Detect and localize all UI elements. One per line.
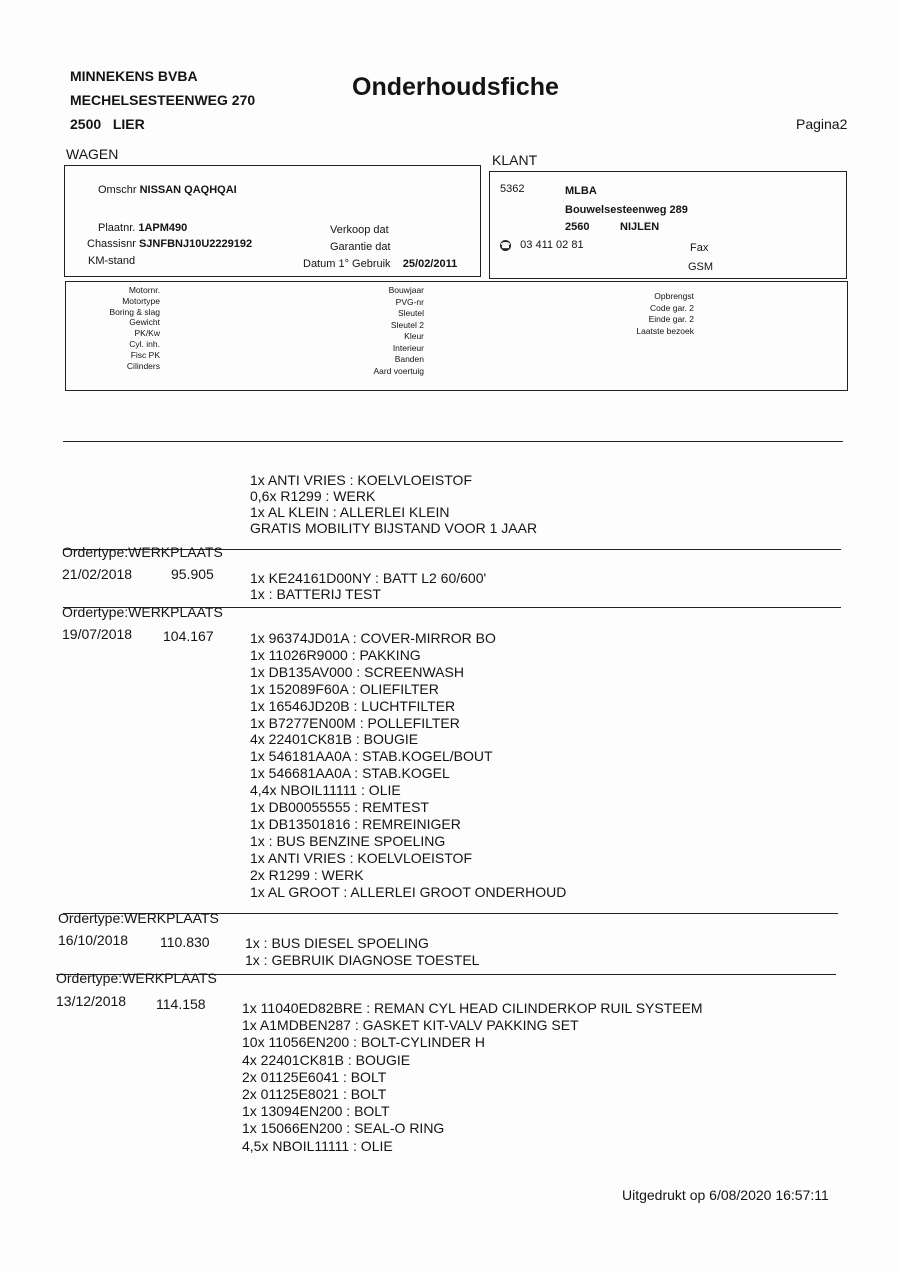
vehicle-descr-value: NISSAN QAQHQAI (139, 184, 237, 196)
spec-label: Banden (394, 354, 424, 364)
client-box (489, 171, 847, 279)
vehicle-km-label: KM-stand (88, 255, 136, 267)
order-line: 1x KE24161D00NY : BATT L2 60/600' (250, 570, 487, 586)
order-lines (245, 935, 479, 969)
company-postcode: 2500 (70, 116, 102, 132)
order-line: 1x 152089F60A : OLIEFILTER (250, 680, 439, 697)
vehicle-first-use-label: Datum 1° Gebruik (303, 258, 391, 270)
order-date: 16/10/2018 (58, 932, 129, 948)
order-line: 1x 96374JD01A : COVER-MIRROR BO (250, 630, 496, 646)
page-title: Onderhoudsfiche (352, 73, 559, 101)
order-line: 1x : GEBRUIK DIAGNOSE TOESTEL (245, 952, 480, 968)
order-date: 19/07/2018 (62, 626, 133, 642)
vehicle-descr-row (98, 184, 237, 196)
order-lines (250, 630, 566, 901)
order-type: Ordertype:WERKPLAATS (62, 544, 223, 560)
vehicle-descr-label: Omschr (98, 184, 137, 196)
client-phone: 03 411 02 81 (520, 239, 584, 251)
order-type: Ordertype:WERKPLAATS (56, 970, 217, 986)
company-name: MINNEKENS BVBA (70, 68, 198, 84)
order-line: 2x R1299 : WERK (250, 866, 364, 883)
carry-over-lines (250, 472, 537, 536)
order-type: Ordertype:WERKPLAATS (58, 910, 219, 926)
client-gsm-label: GSM (688, 261, 714, 273)
vehicle-chassis-row (87, 238, 252, 250)
order-line: 1x AL GROOT : ALLERLEI GROOT ONDERHOUD (250, 883, 567, 900)
order-line: 1x DB00055555 : REMTEST (250, 799, 429, 816)
order-line: 4,4x NBOIL11111 : OLIE (250, 782, 401, 799)
order-line: 1x 11040ED82BRE : REMAN CYL HEAD CILINDERKOP RUIL SYSTEEM (242, 1000, 703, 1016)
order-line: 1x 13094EN200 : BOLT (242, 1103, 390, 1120)
company-city: LIER (112, 116, 145, 132)
specs-col1 (0, 285, 160, 371)
separator-rule (63, 441, 843, 442)
spec-label: Sleutel 2 (390, 319, 424, 330)
order-line: 1x 15066EN200 : SEAL-O RING (242, 1120, 445, 1137)
vehicle-plate-value: 1APM490 (138, 222, 188, 234)
order-line: GRATIS MOBILITY BIJSTAND VOOR 1 JAAR (250, 520, 538, 536)
order-line: 1x : BATTERIJ TEST (250, 586, 381, 602)
spec-label: PK/Kw (134, 328, 160, 339)
spec-label: Code gar. 2 (650, 302, 694, 313)
order-line: 1x DB135AV000 : SCREENWASH (250, 663, 464, 680)
vehicle-first-use-row (303, 258, 457, 270)
spec-label: Sleutel (398, 308, 424, 318)
order-line: 1x 16546JD20B : LUCHTFILTER (250, 697, 456, 714)
page-number: Pagina2 (796, 116, 848, 132)
order-line: 2x 01125E6041 : BOLT (242, 1068, 387, 1085)
spec-label: Kleur (404, 331, 424, 341)
order-line: 1x DB13501816 : REMREINIGER (250, 815, 461, 832)
order-line: 1x ANTI VRIES : KOELVLOEISTOF (250, 849, 472, 866)
spec-label: Gewicht (129, 317, 160, 328)
order-line: 1x B7277EN00M : POLLEFILTER (250, 714, 460, 731)
spec-label: Cyl. inh. (129, 338, 160, 349)
printed-timestamp: Uitgedrukt op 6/08/2020 16:57:11 (622, 1187, 829, 1203)
specs-col3 (534, 291, 694, 337)
order-km: 110.830 (160, 934, 210, 950)
vehicle-section-label: WAGEN (66, 146, 119, 162)
order-line: 0,6x R1299 : WERK (250, 488, 376, 504)
vehicle-plate-row (98, 222, 187, 234)
spec-label: Boring & slag (109, 306, 160, 317)
order-line: 4,5x NBOIL11111 : OLIE (242, 1137, 393, 1154)
vehicle-first-use-value: 25/02/2011 (402, 258, 458, 270)
spec-label: Motortype (122, 295, 160, 306)
order-line: 1x AL KLEIN : ALLERLEI KLEIN (250, 504, 450, 520)
spec-label: Einde gar. 2 (648, 314, 694, 324)
order-line: 1x 546681AA0A : STAB.KOGEL (250, 765, 450, 782)
client-phone-row (500, 239, 584, 251)
vehicle-plate-label: Plaatnr. (98, 222, 136, 234)
spec-label: Motornr. (128, 285, 160, 295)
vehicle-chassis-value: SJNFBNJ10U2229192 (138, 238, 253, 250)
order-line: 10x 11056EN200 : BOLT-CYLINDER H (242, 1034, 486, 1051)
client-fax-label: Fax (690, 242, 709, 254)
order-line: 4x 22401CK81B : BOUGIE (250, 731, 419, 748)
client-name: MLBA (565, 185, 597, 197)
order-line: 1x : BUS BENZINE SPOELING (250, 832, 446, 849)
order-km: 95.905 (171, 566, 214, 582)
vehicle-sale-date-label: Verkoop dat (330, 224, 389, 236)
order-line: 1x 11026R9000 : PAKKING (250, 646, 421, 663)
spec-label: Bouwjaar (388, 285, 424, 295)
specs-box (65, 281, 848, 391)
order-type: Ordertype:WERKPLAATS (62, 604, 223, 620)
order-line: 2x 01125E8021 : BOLT (242, 1086, 387, 1103)
company-city-line (70, 112, 255, 136)
company-street: MECHELSESTEENWEG 270 (70, 92, 256, 108)
phone-icon: ☎ (500, 240, 511, 250)
order-lines (250, 570, 486, 602)
client-section-label: KLANT (492, 152, 538, 168)
order-km: 114.158 (156, 996, 206, 1012)
spec-label: PVG-nr (395, 296, 424, 307)
spec-label: Opbrengst (654, 291, 694, 301)
spec-label: Interieur (392, 342, 424, 353)
vehicle-chassis-label: Chassisnr (87, 238, 136, 250)
client-number: 5362 (500, 183, 525, 195)
order-line: 1x 546181AA0A : STAB.KOGEL/BOUT (250, 748, 493, 765)
spec-label: Aard voertuig (373, 365, 424, 376)
order-line: 4x 22401CK81B : BOUGIE (242, 1051, 411, 1068)
company-block (70, 64, 255, 136)
spec-label: Laatste bezoek (636, 325, 694, 336)
order-line: 1x A1MDBEN287 : GASKET KIT-VALV PAKKING SET (242, 1017, 579, 1034)
spec-label: Fisc PK (130, 349, 160, 360)
order-date: 13/12/2018 (56, 993, 127, 1009)
client-city-line (565, 221, 659, 233)
order-lines (242, 1000, 703, 1155)
order-date: 21/02/2018 (62, 566, 133, 582)
spec-label: Cilinders (126, 360, 160, 371)
order-line: 1x : BUS DIESEL SPOELING (245, 935, 429, 951)
client-postcode: 2560 (565, 221, 590, 233)
vehicle-warranty-date-label: Garantie dat (330, 241, 391, 253)
client-street: Bouwelsesteenweg 289 (565, 204, 688, 216)
order-km: 104.167 (163, 628, 214, 644)
specs-col2 (264, 285, 424, 377)
order-line: 1x ANTI VRIES : KOELVLOEISTOF (250, 472, 472, 488)
client-city: NIJLEN (620, 221, 660, 233)
